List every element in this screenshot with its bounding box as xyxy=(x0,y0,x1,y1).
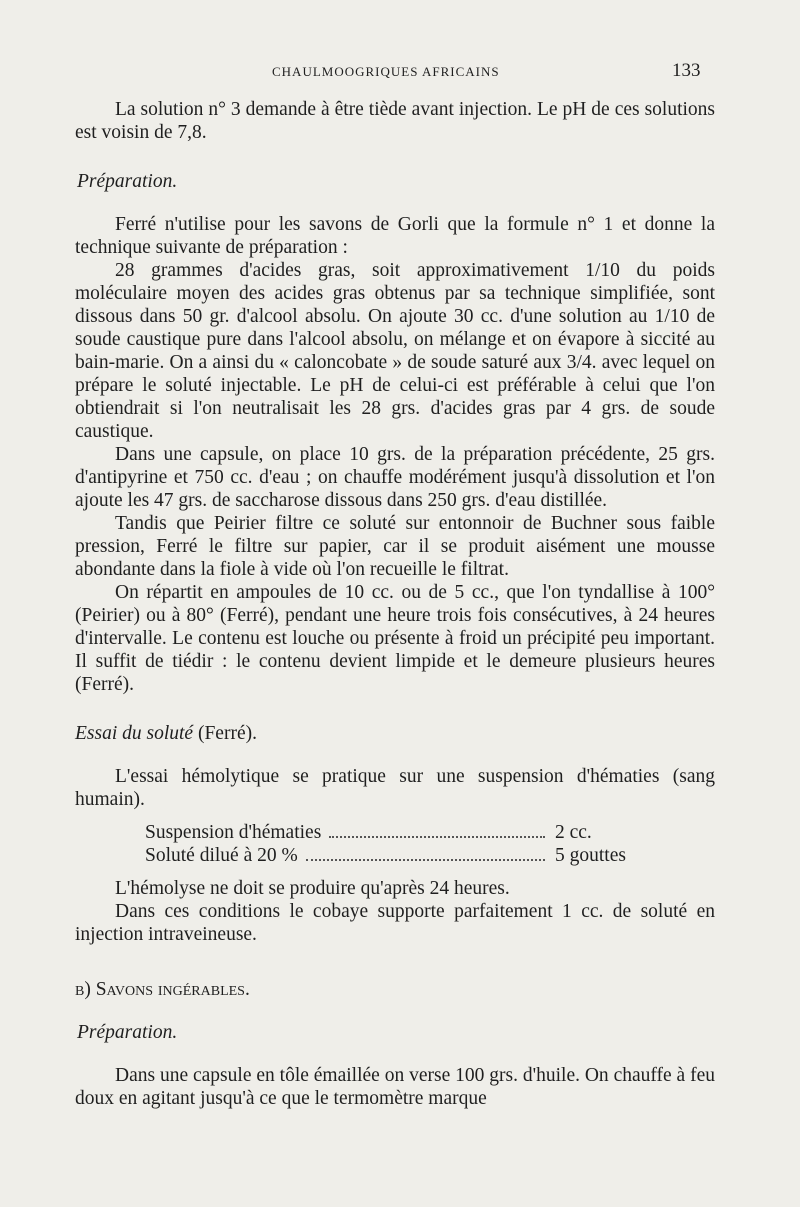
heading-preparation: Préparation. xyxy=(77,171,178,192)
page-body xyxy=(75,98,715,1110)
dot-leader xyxy=(306,859,545,861)
dosage-row xyxy=(145,821,641,844)
paragraph-filtration: Tandis que Peirier filtre ce soluté sur entonnoir de Buchner sous faible pression, Ferré le filtre sur papier, car il se produit aisément une mousse abondante dans la fiole à vide où l'on recueille le filtrat. xyxy=(75,513,715,580)
paragraph-capsule-tole: Dans une capsule en tôle émaillée on verse 100 grs. d'huile. On chauffe à feu doux en agitant jusqu'à ce que le termomètre marque xyxy=(75,1065,715,1109)
paragraph-solution-3: La solution n° 3 demande à être tiède avant injection. Le pH de ces solutions est voisin de 7,8. xyxy=(75,99,715,143)
dosage-label: Soluté dilué à 20 % xyxy=(145,845,298,866)
paragraph-cobaye: Dans ces conditions le cobaye supporte parfaitement 1 cc. de soluté en injection intraveineuse. xyxy=(75,901,715,945)
paragraph-ferre-technique: Ferré n'utilise pour les savons de Gorli que la formule n° 1 et donne la technique suivante de préparation : xyxy=(75,214,715,258)
dosage-label: Suspension d'hématies xyxy=(145,822,322,843)
dosage-value: 5 gouttes xyxy=(555,845,626,866)
heading-preparation-2: Préparation. xyxy=(77,1022,178,1043)
page-header xyxy=(0,62,800,86)
paragraph-acides-gras: 28 grammes d'acides gras, soit approximativement 1/10 du poids moléculaire moyen des acides gras obtenus par sa technique simplifiée, sont dissous dans 50 gr. d'alcool absolu. On ajoute 30 cc. d'une solution au 1/10 de soude caustique pure dans l'alcool absolu, on mélange et on évapore à siccité au bain-marie. On a ainsi du « caloncobate » de soude saturé aux 3/4. avec lequel on prépare le soluté injectable. Le pH de celui-ci est préférable à celui que l'on obtiendrait si l'on neutralisait les 28 grs. d'acides gras par 4 grs. de soude caustique. xyxy=(75,260,715,442)
dosage-value: 2 cc. xyxy=(555,822,592,843)
paragraph-hemolyse: L'hémolyse ne doit se produire qu'après 24 heures. xyxy=(115,878,510,899)
running-head: CHAULMOOGRIQUES AFRICAINS xyxy=(272,64,500,79)
page-number: 133 xyxy=(672,60,701,81)
paragraph-essai-hemolytique: L'essai hémolytique se pratique sur une suspension d'hématies (sang humain). xyxy=(75,766,715,810)
heading-essai-rest: (Ferré). xyxy=(193,723,257,744)
dosage-row xyxy=(145,844,641,867)
dosage-table xyxy=(145,821,641,867)
heading-essai-italic: Essai du soluté xyxy=(75,723,194,744)
paragraph-capsule: Dans une capsule, on place 10 grs. de la préparation précédente, 25 grs. d'antipyrine et 750 cc. d'eau ; on chauffe modérément jusqu'à dissolution et l'on ajoute les 47 grs. de saccharose dissous dans 250 grs. d'eau distillée. xyxy=(75,444,715,511)
heading-essai-du-solute xyxy=(75,722,715,745)
dot-leader xyxy=(329,836,545,838)
paragraph-ampoules: On répartit en ampoules de 10 cc. ou de 5 cc., que l'on tyndallise à 100° (Peirier) ou à 80° (Ferré), pendant une heure trois fois consécutives, à 24 heures d'intervalle. Le contenu est louche ou présente à froid un précipité peu important. Il suffit de tiédir : le contenu devient limpide et le demeure plusieurs heures (Ferré). xyxy=(75,582,715,695)
section-heading-savons-ingerables: b) Savons ingérables. xyxy=(75,979,250,1000)
